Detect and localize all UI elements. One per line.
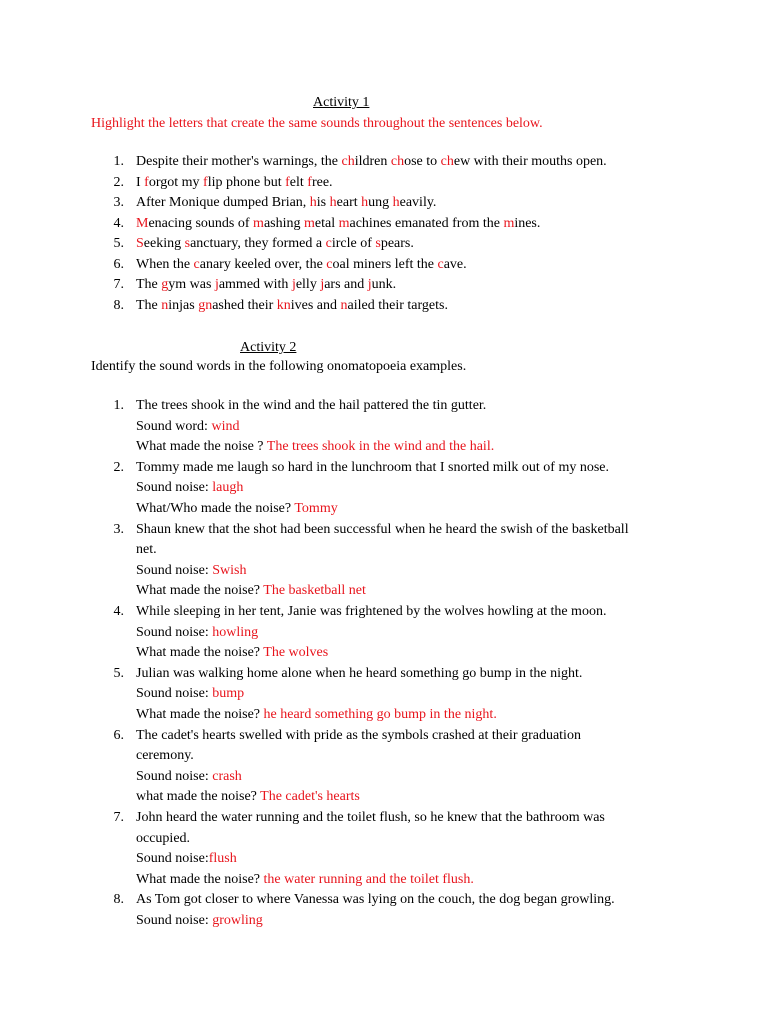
text-segment: While sleeping in her tent, Janie was frightened by the wolves howling at the moon. (136, 604, 607, 619)
text-segment: injas (168, 297, 199, 313)
question-text (136, 604, 606, 620)
list-number: 7. (113, 277, 124, 292)
highlighted-text: Swish (212, 562, 247, 578)
highlighted-text: n (161, 297, 169, 313)
text-segment: ircle of (331, 236, 376, 251)
highlighted-text: f (285, 174, 290, 190)
highlighted-text: c (193, 256, 200, 272)
highlighted-text: m (503, 215, 515, 231)
highlighted-text: h (392, 195, 400, 210)
text-segment: ailed their targets. (347, 297, 448, 313)
text-segment: The (136, 277, 162, 292)
highlighted-text: ch (390, 154, 405, 169)
answer-line (136, 419, 239, 435)
text-segment: As Tom got closer to where Vanessa was lying on the couch, the dog began growling. (136, 892, 615, 908)
text-segment: Sound noise: (136, 851, 209, 867)
answer-line (136, 480, 243, 496)
activity2-title: Activity 2 (240, 340, 297, 355)
text-segment: pears. (380, 236, 414, 251)
highlighted-text: c (325, 236, 332, 251)
list-number: 8. (113, 297, 124, 313)
text-segment: eeking (143, 236, 185, 251)
highlighted-text: c (437, 256, 444, 272)
answer-line (136, 748, 194, 764)
highlighted-text: he heard something go bump in the night. (263, 707, 497, 722)
highlighted-text: ch (440, 154, 454, 169)
text-segment: What made the noise? (136, 583, 264, 599)
list-item (136, 277, 396, 293)
text-segment: lip phone but (207, 174, 286, 190)
text-segment: Despite their mother's warnings, the (136, 154, 342, 169)
answer-line (136, 851, 237, 867)
text-segment: Tommy made me laugh so hard in the lunchroom that I snorted milk out of my nose. (136, 459, 609, 475)
list-number: 3. (113, 521, 124, 537)
answer-line (136, 501, 338, 517)
list-number: 6. (113, 256, 124, 272)
text-segment: elly (295, 277, 321, 292)
list-number: 1. (113, 398, 124, 413)
question-text (136, 810, 605, 826)
text-segment: eart (336, 195, 362, 210)
question-text (136, 892, 615, 908)
highlighted-text: f (307, 174, 312, 190)
text-segment: After Monique dumped Brian, (136, 195, 310, 210)
list-number: 5. (113, 236, 124, 251)
text-segment: Sound noise: (136, 562, 213, 578)
highlighted-text: the water running and the toilet flush. (263, 871, 474, 887)
answer-line (136, 831, 190, 847)
highlighted-text: s (184, 236, 191, 251)
answer-line (136, 913, 263, 929)
highlighted-text: m (253, 215, 264, 231)
text-segment: is (316, 195, 330, 210)
text-segment: Julian was walking home alone when he heard something go bump in the night. (136, 665, 583, 681)
text-segment: ammed with (218, 277, 292, 292)
text-segment: enacing sounds of (148, 215, 254, 231)
text-segment: The cadet's hearts swelled with pride as the symbols crashed at their graduation (136, 727, 581, 743)
text-segment: ree. (311, 174, 333, 190)
list-number: 4. (113, 215, 124, 231)
answer-line (136, 625, 258, 641)
text-segment: ines. (514, 215, 541, 231)
highlighted-text: wind (211, 418, 240, 434)
text-segment: Sound noise: (136, 686, 213, 702)
list-item (136, 175, 333, 191)
list-number: 3. (113, 195, 124, 210)
text-segment: Sound noise: (136, 768, 213, 784)
text-segment: ashing (263, 215, 304, 231)
text-segment: Sound noise: (136, 480, 213, 496)
text-segment: What/Who made the noise? (136, 501, 295, 516)
text-segment: The (136, 297, 162, 313)
list-number: 2. (113, 459, 124, 475)
text-segment: I (136, 174, 145, 190)
list-number: 5. (113, 665, 124, 681)
text-segment: achines emanated from the (349, 215, 504, 231)
highlighted-text: j (214, 277, 219, 292)
highlighted-text: n (340, 297, 348, 313)
highlighted-text: h (309, 195, 317, 210)
highlighted-text: The trees shook in the wind and the hail. (266, 439, 495, 455)
answer-line (136, 542, 157, 558)
text-segment: What made the noise ? (136, 439, 267, 455)
text-segment: ives and (290, 297, 341, 313)
text-segment: What made the noise? (136, 645, 264, 661)
highlighted-text: bump (212, 686, 245, 702)
answer-line (136, 645, 328, 661)
text-segment: orgot my (148, 174, 204, 190)
highlighted-text: gn (198, 297, 213, 313)
text-segment: etal (314, 215, 339, 231)
text-segment: unk. (371, 277, 397, 292)
highlighted-text: kn (276, 297, 291, 313)
question-text (136, 460, 609, 476)
highlighted-text: The cadet's hearts (260, 789, 360, 805)
highlighted-text: ch (341, 154, 355, 169)
text-segment: what made the noise? (136, 789, 261, 805)
list-item (136, 257, 467, 273)
text-segment: eavily. (399, 195, 437, 210)
text-segment: ildren (354, 154, 391, 169)
highlighted-text: The basketball net (263, 583, 366, 599)
highlighted-text: howling (212, 624, 259, 640)
list-item (136, 236, 414, 252)
list-item (136, 195, 436, 211)
text-segment: occupied. (136, 830, 191, 846)
answer-line (136, 789, 360, 805)
text-segment: The trees shook in the wind and the hail pattered the tin gutter. (136, 398, 487, 413)
text-segment: When the (136, 256, 194, 272)
text-segment: What made the noise? (136, 871, 264, 887)
text-segment: ose to (404, 154, 441, 169)
list-number: 7. (113, 810, 124, 825)
text-segment: ave. (443, 256, 467, 272)
highlighted-text: j (291, 277, 296, 292)
answer-line (136, 769, 242, 785)
activity1-instruction: Highlight the letters that create the same sounds throughout the sentences below. (91, 116, 543, 131)
highlighted-text: m (338, 215, 350, 231)
activity1-title: Activity 1 (313, 95, 370, 110)
highlighted-text: s (375, 236, 381, 251)
highlighted-text: M (136, 215, 149, 231)
highlighted-text: crash (212, 768, 242, 784)
list-number: 6. (113, 727, 124, 743)
highlighted-text: Tommy (294, 501, 338, 516)
text-segment: John heard the water running and the toilet flush, so he knew that the bathroom was (136, 810, 605, 825)
highlighted-text: j (320, 277, 325, 292)
text-segment: Sound noise: (136, 913, 213, 928)
text-segment: ceremony. (136, 748, 194, 764)
highlighted-text: The wolves (263, 645, 329, 661)
answer-line (136, 872, 474, 888)
highlighted-text: growling (212, 913, 263, 928)
list-number: 2. (113, 174, 124, 190)
highlighted-text: f (203, 174, 208, 190)
text-segment: ym was (168, 277, 215, 292)
list-item (136, 298, 448, 314)
list-number: 1. (113, 154, 124, 169)
question-text (136, 398, 486, 414)
text-segment: Sound noise: (136, 624, 213, 640)
text-segment: ung (368, 195, 393, 210)
question-text (136, 728, 581, 744)
list-number: 4. (113, 604, 124, 619)
highlighted-text: c (326, 256, 333, 272)
question-text (136, 666, 582, 682)
text-segment: Shaun knew that the shot had been successful when he heard the swish of the basketball (136, 521, 629, 537)
text-segment: elt (289, 174, 308, 190)
highlighted-text: m (304, 215, 315, 231)
highlighted-text: h (361, 195, 369, 210)
text-segment: net. (136, 542, 157, 558)
answer-line (136, 707, 497, 723)
text-segment: ew with their mouths open. (453, 154, 607, 169)
list-item (136, 216, 540, 232)
text-segment: anctuary, they formed a (190, 236, 326, 251)
text-segment: What made the noise? (136, 707, 264, 722)
highlighted-text: S (136, 236, 144, 251)
highlighted-text: j (367, 277, 372, 292)
answer-line (136, 439, 494, 455)
highlighted-text: g (161, 277, 169, 292)
text-segment: ars and (324, 277, 368, 292)
highlighted-text: h (329, 195, 337, 210)
answer-line (136, 583, 366, 599)
answer-line (136, 686, 244, 702)
question-text (136, 522, 629, 538)
text-segment: ashed their (212, 297, 277, 313)
text-segment: anary keeled over, the (199, 256, 327, 272)
text-segment: oal miners left the (332, 256, 438, 272)
highlighted-text: f (144, 174, 149, 190)
highlighted-text: laugh (212, 480, 244, 496)
answer-line (136, 563, 246, 579)
activity2-instruction: Identify the sound words in the following onomatopoeia examples. (91, 359, 467, 374)
text-segment: Sound word: (136, 418, 212, 434)
list-item (136, 154, 607, 170)
list-number: 8. (113, 892, 124, 908)
highlighted-text: flush (208, 851, 237, 867)
